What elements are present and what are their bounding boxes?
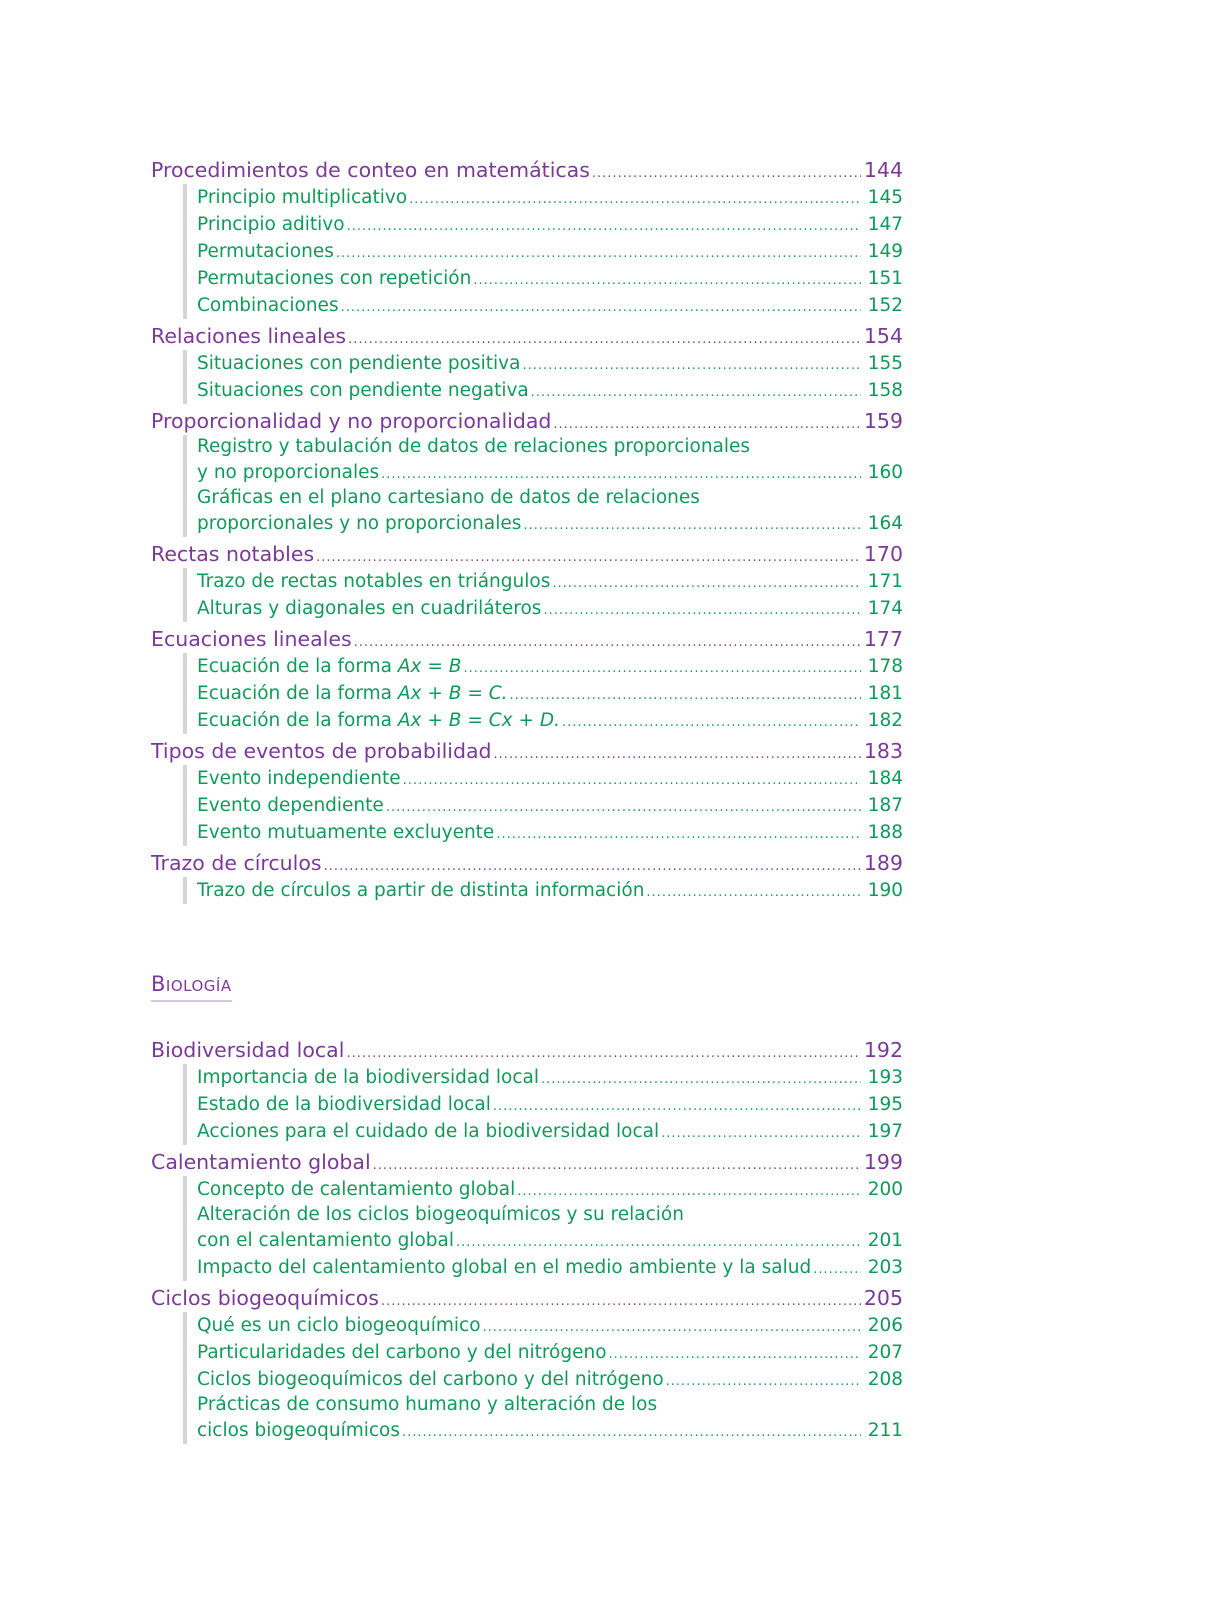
subtopic-title xyxy=(197,568,550,595)
subtopic-text: Trazo de círculos a partir de distinta información xyxy=(197,880,645,901)
toc-topic xyxy=(151,625,903,734)
subtopic-list xyxy=(183,435,903,537)
dot-leader xyxy=(661,1118,861,1147)
topic-page-number: 192 xyxy=(863,1038,903,1062)
subtopic-page-number: 200 xyxy=(867,1179,903,1200)
subtopic-text: Principio multiplicativo xyxy=(197,187,408,208)
subtopic-page-number: 155 xyxy=(867,353,903,374)
subtopic-page-number: 206 xyxy=(867,1315,903,1336)
topic-title: Biodiversidad local xyxy=(151,1038,345,1062)
subtopic-list xyxy=(183,1312,903,1444)
subtopic-title xyxy=(197,1417,400,1444)
dot-leader xyxy=(409,184,861,213)
subtopic-page-number: 203 xyxy=(867,1257,903,1278)
subtopic-title xyxy=(197,1254,811,1281)
subtopic-title xyxy=(197,265,471,292)
toc-topic-entry[interactable] xyxy=(151,1036,903,1064)
subtopic-page-number: 197 xyxy=(867,1121,903,1142)
subtopic-text: Alturas y diagonales en cuadriláteros xyxy=(197,598,542,619)
subtopic-title xyxy=(197,1118,659,1145)
subtopic-text: Situaciones con pendiente negativa xyxy=(197,380,529,401)
dot-leader xyxy=(341,292,861,321)
dot-leader xyxy=(456,1227,861,1256)
subtopic-list xyxy=(183,877,903,904)
subtopic-page-number: 149 xyxy=(867,241,903,262)
subtopic-text: Acciones para el cuidado de la biodiversidad local xyxy=(197,1121,660,1142)
toc-topic xyxy=(151,1148,903,1281)
subtopic-list xyxy=(183,350,903,404)
toc-topic-entry[interactable] xyxy=(151,1284,903,1312)
subtopic-text: Concepto de calentamiento global xyxy=(197,1179,516,1200)
subtopic-title-first-line: Prácticas de consumo humano y alteración de los xyxy=(197,1394,658,1415)
subtopic-page-number: 208 xyxy=(867,1369,903,1390)
toc-subtopic-entry[interactable] xyxy=(197,1417,903,1444)
topic-title: Ecuaciones lineales xyxy=(151,627,352,651)
subtopic-title xyxy=(197,1339,607,1366)
subtopic-page-number: 145 xyxy=(867,187,903,208)
toc-subtopic-entry[interactable] xyxy=(197,1312,903,1339)
toc-topic xyxy=(151,737,903,846)
toc-topic xyxy=(151,407,903,537)
toc-topic xyxy=(151,156,903,319)
toc-topic-entry[interactable] xyxy=(151,156,903,184)
subtopic-title xyxy=(197,595,541,622)
toc-topic xyxy=(151,322,903,404)
subtopic-text: Importancia de la biodiversidad local xyxy=(197,1067,539,1088)
subtopic-text: Trazo de rectas notables en triángulos xyxy=(197,571,551,592)
toc-subtopic-entry[interactable] xyxy=(197,792,903,819)
subtopic-title xyxy=(197,877,644,904)
subtopic-page-number: 184 xyxy=(867,768,903,789)
subtopic-text: Combinaciones xyxy=(197,295,339,316)
subtopic-title xyxy=(197,211,345,238)
subtopic-text: con el calentamiento global xyxy=(197,1230,454,1251)
toc-subtopic-entry[interactable] xyxy=(197,1366,903,1393)
subtopic-page-number: 195 xyxy=(867,1094,903,1115)
topic-title: Rectas notables xyxy=(151,542,315,566)
topic-page-number: 154 xyxy=(863,324,903,348)
subtopic-page-number: 211 xyxy=(867,1420,903,1441)
topic-title: Relaciones lineales xyxy=(151,324,347,348)
subtopic-text: ciclos biogeoquímicos xyxy=(197,1420,401,1441)
subtopic-text: Situaciones con pendiente positiva xyxy=(197,353,521,374)
subtopic-title xyxy=(197,1227,454,1254)
toc-subtopic-entry[interactable] xyxy=(197,568,903,595)
subtopic-text: Permutaciones con repetición xyxy=(197,268,472,289)
subtopic-page-number: 174 xyxy=(867,598,903,619)
subtopic-title xyxy=(197,1064,539,1091)
subtopic-title xyxy=(197,292,339,319)
math-table-of-contents xyxy=(151,156,903,907)
subtopic-title xyxy=(197,765,401,792)
toc-topic-entry[interactable] xyxy=(151,540,903,568)
subtopic-page-number: 152 xyxy=(867,295,903,316)
dot-leader xyxy=(562,707,861,736)
topic-title: Calentamiento global xyxy=(151,1150,371,1174)
subtopic-text: Ciclos biogeoquímicos del carbono y del nitrógeno xyxy=(197,1369,664,1390)
toc-subtopic-entry[interactable] xyxy=(197,510,903,537)
dot-leader xyxy=(552,568,861,597)
dot-leader xyxy=(403,765,861,794)
dot-leader xyxy=(496,819,861,848)
subtopic-page-number: 187 xyxy=(867,795,903,816)
toc-subtopic-entry[interactable] xyxy=(197,377,903,404)
toc-subtopic-entry[interactable] xyxy=(197,1254,903,1281)
toc-topic xyxy=(151,1036,903,1145)
subtopic-text: Qué es un ciclo biogeoquímico xyxy=(197,1315,481,1336)
dot-leader xyxy=(609,1339,861,1368)
dot-leader xyxy=(523,510,861,539)
toc-subtopic-entry[interactable] xyxy=(197,184,903,211)
toc-topic xyxy=(151,849,903,904)
dot-leader xyxy=(347,211,861,240)
biology-section-heading xyxy=(151,972,232,1002)
toc-topic-entry[interactable] xyxy=(151,407,903,435)
toc-subtopic-entry[interactable] xyxy=(197,1176,903,1203)
subtopic-title-first-line: Alteración de los ciclos biogeoquímicos y su relación xyxy=(197,1204,684,1225)
heading-initial: B xyxy=(151,972,166,996)
subtopic-page-number: 164 xyxy=(867,513,903,534)
topic-title: Ciclos biogeoquímicos xyxy=(151,1286,379,1310)
subtopic-page-number: 147 xyxy=(867,214,903,235)
toc-topic xyxy=(151,1284,903,1444)
subtopic-text: proporcionales y no proporcionales xyxy=(197,513,522,534)
toc-subtopic-entry[interactable] xyxy=(197,877,903,904)
toc-topic-entry[interactable] xyxy=(151,737,903,765)
subtopic-title xyxy=(197,707,560,734)
subtopic-title xyxy=(197,184,407,211)
subtopic-title xyxy=(197,377,529,404)
toc-subtopic-entry[interactable] xyxy=(197,707,903,734)
toc-subtopic-entry[interactable] xyxy=(197,350,903,377)
dot-leader xyxy=(493,1091,861,1120)
dot-leader xyxy=(483,1312,861,1341)
subtopic-list xyxy=(183,1064,903,1145)
subtopic-page-number: 190 xyxy=(867,880,903,901)
toc-subtopic-entry[interactable] xyxy=(197,459,903,486)
subtopic-title xyxy=(197,1091,491,1118)
biology-table-of-contents xyxy=(151,1036,903,1447)
dot-leader xyxy=(386,792,861,821)
toc-subtopic-entry[interactable] xyxy=(197,1091,903,1118)
dot-leader xyxy=(402,1417,861,1446)
subtopic-title xyxy=(197,1312,481,1339)
toc-topic-entry[interactable] xyxy=(151,322,903,350)
subtopic-title-first-line: Gráficas en el plano cartesiano de datos de relaciones xyxy=(197,487,700,508)
subtopic-list xyxy=(183,1176,903,1281)
subtopic-page-number: 181 xyxy=(867,683,903,704)
subtopic-title xyxy=(197,238,334,265)
toc-subtopic-entry[interactable] xyxy=(197,1227,903,1254)
topic-title: Trazo de círculos xyxy=(151,851,322,875)
toc-subtopic-entry[interactable] xyxy=(197,1339,903,1366)
toc-subtopic-entry[interactable] xyxy=(197,1118,903,1145)
heading-rest: IOLOGÍA xyxy=(165,977,232,995)
topic-page-number: 183 xyxy=(863,739,903,763)
dot-leader xyxy=(666,1366,861,1395)
subtopic-title xyxy=(197,1176,515,1203)
toc-subtopic-entry[interactable] xyxy=(197,680,903,707)
subtopic-text: Particularidades del carbono y del nitrógeno xyxy=(197,1342,607,1363)
topic-title: Proporcionalidad y no proporcionalidad xyxy=(151,409,552,433)
equation-form: Ax = B xyxy=(397,656,462,677)
subtopic-title xyxy=(197,350,520,377)
subtopic-text: Evento dependiente xyxy=(197,795,384,816)
subtopic-text: Estado de la biodiversidad local xyxy=(197,1094,491,1115)
dot-leader xyxy=(510,680,861,709)
subtopic-title xyxy=(197,819,494,846)
subtopic-title xyxy=(197,653,461,680)
subtopic-text: Ecuación de la forma xyxy=(197,656,392,677)
toc-subtopic-entry[interactable] xyxy=(197,653,903,680)
toc-subtopic-entry[interactable] xyxy=(197,819,903,846)
toc-topic-entry[interactable] xyxy=(151,625,903,653)
dot-leader xyxy=(517,1176,861,1205)
dot-leader xyxy=(473,265,861,294)
subtopic-text: Ecuación de la forma xyxy=(197,710,392,731)
toc-subtopic-entry[interactable] xyxy=(197,292,903,319)
dot-leader xyxy=(336,238,861,267)
dot-leader xyxy=(543,595,861,624)
dot-leader xyxy=(541,1064,861,1093)
subtopic-page-number: 171 xyxy=(867,571,903,592)
toc-subtopic-entry[interactable] xyxy=(197,238,903,265)
subtopic-page-number: 207 xyxy=(867,1342,903,1363)
equation-form: Ax + B = C. xyxy=(397,683,508,704)
subtopic-page-number: 193 xyxy=(867,1067,903,1088)
topic-page-number: 189 xyxy=(863,851,903,875)
subtopic-title xyxy=(197,680,508,707)
topic-title: Tipos de eventos de probabilidad xyxy=(151,739,492,763)
topic-page-number: 199 xyxy=(863,1150,903,1174)
topic-title: Procedimientos de conteo en matemáticas xyxy=(151,158,590,182)
subtopic-text: y no proporcionales xyxy=(197,462,380,483)
subtopic-page-number: 151 xyxy=(867,268,903,289)
subtopic-list xyxy=(183,653,903,734)
dot-leader xyxy=(646,877,861,906)
dot-leader xyxy=(522,350,861,379)
toc-subtopic-entry[interactable] xyxy=(197,595,903,622)
topic-page-number: 205 xyxy=(863,1286,903,1310)
toc-subtopic-entry[interactable] xyxy=(197,265,903,292)
dot-leader xyxy=(813,1254,861,1283)
subtopic-page-number: 158 xyxy=(867,380,903,401)
toc-subtopic-entry[interactable] xyxy=(197,765,903,792)
subtopic-text: Principio aditivo xyxy=(197,214,345,235)
subtopic-page-number: 160 xyxy=(867,462,903,483)
subtopic-title xyxy=(197,459,379,486)
subtopic-title xyxy=(197,510,521,537)
toc-subtopic-entry[interactable] xyxy=(197,211,903,238)
dot-leader xyxy=(381,459,861,488)
topic-page-number: 170 xyxy=(863,542,903,566)
topic-page-number: 144 xyxy=(863,158,903,182)
subtopic-text: Evento mutuamente excluyente xyxy=(197,822,495,843)
subtopic-list xyxy=(183,184,903,319)
subtopic-title xyxy=(197,1366,664,1393)
topic-page-number: 177 xyxy=(863,627,903,651)
toc-topic xyxy=(151,540,903,622)
subtopic-page-number: 182 xyxy=(867,710,903,731)
subtopic-page-number: 178 xyxy=(867,656,903,677)
subtopic-title-first-line: Registro y tabulación de datos de relaciones proporcionales xyxy=(197,436,751,457)
subtopic-list xyxy=(183,765,903,846)
subtopic-text: Evento independiente xyxy=(197,768,401,789)
subtopic-list xyxy=(183,568,903,622)
topic-page-number: 159 xyxy=(863,409,903,433)
subtopic-page-number: 201 xyxy=(867,1230,903,1251)
dot-leader xyxy=(463,653,861,682)
toc-topic-entry[interactable] xyxy=(151,849,903,877)
equation-form: Ax + B = Cx + D. xyxy=(397,710,560,731)
subtopic-page-number: 188 xyxy=(867,822,903,843)
toc-topic-entry[interactable] xyxy=(151,1148,903,1176)
subtopic-text: Permutaciones xyxy=(197,241,334,262)
subtopic-title xyxy=(197,792,384,819)
subtopic-text: Ecuación de la forma xyxy=(197,683,392,704)
dot-leader xyxy=(531,377,861,406)
toc-subtopic-entry[interactable] xyxy=(197,1064,903,1091)
subtopic-text: Impacto del calentamiento global en el medio ambiente y la salud xyxy=(197,1257,812,1278)
